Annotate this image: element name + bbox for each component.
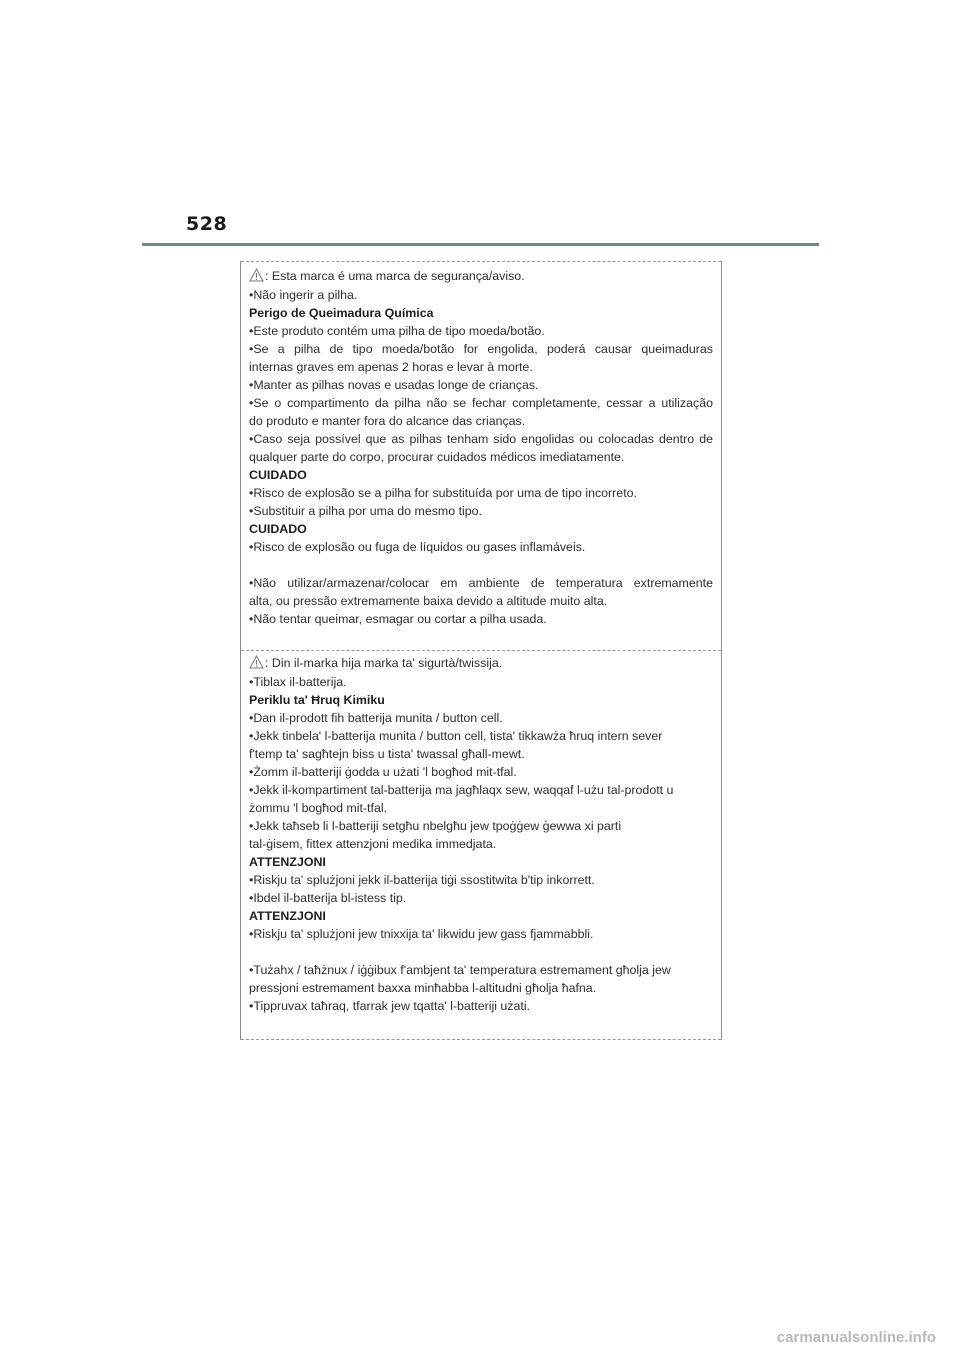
subheading: Perigo de Queimadura Química: [249, 306, 434, 320]
text-line: tal-ġisem, fittex attenzjoni medika immedjata.: [249, 837, 497, 851]
warning-text: : Esta marca é uma marca de segurança/aviso.: [265, 269, 525, 283]
text-line: •Não tentar queimar, esmagar ou cortar a pilha usada.: [249, 612, 547, 626]
text-line: •Caso seja possível que as pilhas tenham sido engolidas ou colocadas dentro de: [249, 432, 713, 446]
text-line: •Jekk taħseb li l-batteriji setgħu nbelgħu jew tpoġġew ġewwa xi parti: [249, 819, 622, 833]
text-line: do produto e manter fora do alcance das crianças.: [249, 414, 526, 428]
battery-warning-box: [240, 261, 722, 1040]
warning-triangle-icon: [249, 268, 264, 287]
text-line: •Tużahx / taħżnux / iġġibux f'ambjent ta' temperatura estremament għolja jew: [249, 963, 671, 977]
text-line: pressjoni estremament baxxa minħabba l-altitudni għolja ħafna.: [249, 981, 597, 995]
caution-heading: CUIDADO: [249, 468, 307, 482]
text-line: •Não utilizar/armazenar/colocar em ambiente de temperatura extremamente: [249, 576, 713, 590]
warning-triangle-icon: [249, 655, 264, 674]
caution-heading: ATTENZJONI: [249, 855, 326, 869]
warning-line: [249, 268, 713, 287]
text-line: •Dan il-prodott fih batterija munita / button cell.: [249, 711, 503, 725]
page-number: 528: [186, 213, 228, 235]
text-line: •Se o compartimento da pilha não se fechar completamente, cessar a utilização: [249, 396, 713, 410]
text-line: internas graves em apenas 2 horas e levar à morte.: [249, 360, 533, 374]
text-line: •Riskju ta' splużjoni jew tnixxija ta' likwidu jew gass fjammabbli.: [249, 927, 594, 941]
text-line: •Este produto contém uma pilha de tipo moeda/botão.: [249, 324, 545, 338]
text-line: •Ibdel il-batterija bl-istess tip.: [249, 891, 407, 905]
section-divider: [241, 650, 721, 651]
text-line: •Risco de explosão se a pilha for substituída por uma de tipo incorreto.: [249, 486, 637, 500]
text-line: •Tippruvax taħraq, tfarrak jew tqatta' l-batteriji użati.: [249, 999, 531, 1013]
text-line: •Żomm il-batteriji ġodda u użati 'l bogħod mit-tfal.: [249, 765, 517, 779]
text-line: żommu 'l bogħod mit-tfal.: [249, 801, 388, 815]
text-line: •Riskju ta' splużjoni jekk il-batterija tiġi ssostitwita b'tip inkorrett.: [249, 873, 595, 887]
text-line: •Jekk tinbela' l-batterija munita / button cell, tista' tikkawża ħruq intern sever: [249, 729, 663, 743]
text-line: •Não ingerir a pilha.: [249, 288, 358, 302]
text-line: qualquer parte do corpo, procurar cuidados médicos imediatamente.: [249, 450, 625, 464]
text-line: •Se a pilha de tipo moeda/botão for engolida, poderá causar queimaduras: [249, 342, 713, 356]
warning-text: : Din il-marka hija marka ta' sigurtà/twissija.: [265, 656, 503, 670]
subheading: Periklu ta' Ħruq Kimiku: [249, 693, 385, 707]
header-rule: [142, 243, 819, 246]
text-line: f'temp ta' sagħtejn biss u tista' twassal għall-mewt.: [249, 747, 525, 761]
warning-line: [249, 655, 713, 674]
watermark: carmanualsonline.info: [776, 1329, 936, 1346]
text-line: alta, ou pressão extremamente baixa devido a altitude muito alta.: [249, 594, 608, 608]
text-line: •Tiblax il-batterija.: [249, 675, 347, 689]
text-line: •Jekk il-kompartiment tal-batterija ma jagħlaqx sew, waqqaf l-użu tal-prodott u: [249, 783, 674, 797]
caution-heading: ATTENZJONI: [249, 909, 326, 923]
text-line: •Substituir a pilha por uma do mesmo tipo.: [249, 504, 482, 518]
text-line: •Manter as pilhas novas e usadas longe de crianças.: [249, 378, 539, 392]
caution-heading: CUIDADO: [249, 522, 307, 536]
text-line: •Risco de explosão ou fuga de líquidos ou gases inflamáveis.: [249, 540, 586, 554]
